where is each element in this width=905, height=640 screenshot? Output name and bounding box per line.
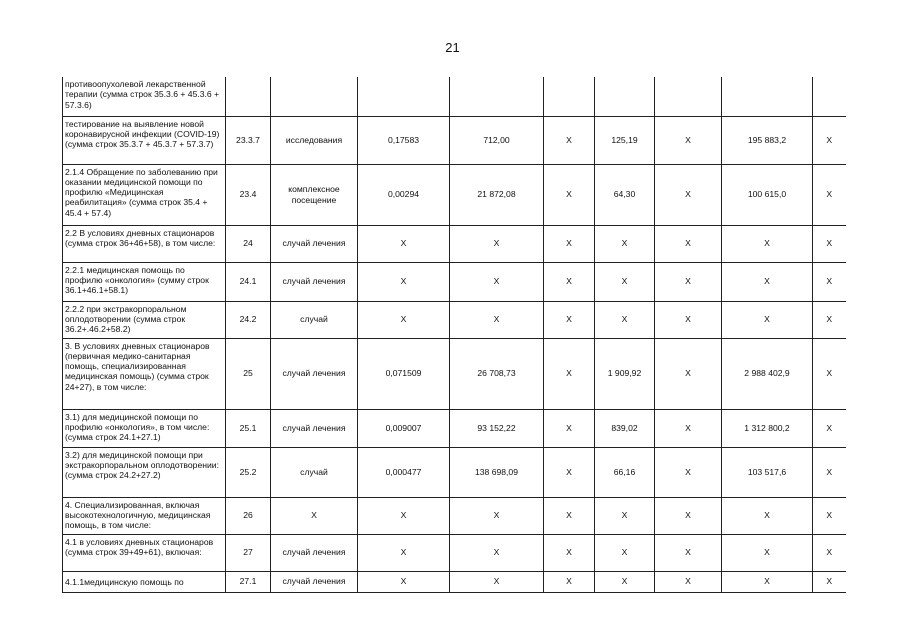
data-table xyxy=(62,77,846,593)
table-cell: X xyxy=(271,497,358,534)
table-cell: X xyxy=(813,497,846,534)
table-cell: X xyxy=(358,571,450,592)
table-cell: 24.2 xyxy=(226,301,271,338)
table-cell: X xyxy=(450,497,544,534)
table-cell: X xyxy=(813,571,846,592)
table-cell xyxy=(595,77,655,116)
table-cell: X xyxy=(595,534,655,571)
table-cell: X xyxy=(813,534,846,571)
table-cell: 1 909,92 xyxy=(595,338,655,409)
table-cell: случай лечения xyxy=(271,409,358,447)
table-cell: 27 xyxy=(226,534,271,571)
table-cell: 26 xyxy=(226,497,271,534)
row-name-cell: 2.1.4 Обращение по заболеванию при оказании медицинской помощи по профилю «Медицинская реабилитация» (сумма строк 35.4 + 45.4 + 57.4) xyxy=(63,164,226,225)
table-cell: 93 152,22 xyxy=(450,409,544,447)
table-cell: X xyxy=(722,225,813,262)
table-cell: 0,17583 xyxy=(358,116,450,164)
table-cell: X xyxy=(813,262,846,301)
table-cell: 0,009007 xyxy=(358,409,450,447)
table-row xyxy=(63,497,846,534)
table-cell: X xyxy=(655,497,722,534)
table-row xyxy=(63,534,846,571)
table-cell: X xyxy=(450,301,544,338)
table-cell: 26 708,73 xyxy=(450,338,544,409)
table-cell: X xyxy=(655,338,722,409)
table-cell: X xyxy=(655,571,722,592)
row-name-cell: тестирование на выявление новой коронавирусной инфекции (COVID-19) (сумма строк 35.3.7 + 45.3.7 + 57.3.7) xyxy=(63,116,226,164)
table-row xyxy=(63,571,846,592)
table-cell: X xyxy=(358,497,450,534)
table-cell: X xyxy=(813,164,846,225)
table-cell: X xyxy=(655,225,722,262)
table-cell: X xyxy=(544,534,595,571)
table-row xyxy=(63,447,846,497)
table-cell: X xyxy=(358,225,450,262)
table-cell: 125,19 xyxy=(595,116,655,164)
table-cell: 138 698,09 xyxy=(450,447,544,497)
table-cell: X xyxy=(544,409,595,447)
table-cell: X xyxy=(595,497,655,534)
row-name-cell: 3.2) для медицинской помощи при экстракорпоральном оплодотворении: (сумма строк 24.2+27.2) xyxy=(63,447,226,497)
table-cell: 2 988 402,9 xyxy=(722,338,813,409)
table-cell: случай лечения xyxy=(271,225,358,262)
table-cell: 0,00294 xyxy=(358,164,450,225)
table-cell: X xyxy=(655,534,722,571)
table-cell: X xyxy=(655,262,722,301)
table-cell: 27.1 xyxy=(226,571,271,592)
table-cell: X xyxy=(544,447,595,497)
table-cell: X xyxy=(813,225,846,262)
table-cell: 66,16 xyxy=(595,447,655,497)
table-cell: X xyxy=(655,164,722,225)
table-cell: X xyxy=(813,409,846,447)
table-cell xyxy=(722,77,813,116)
table-cell: 25.2 xyxy=(226,447,271,497)
row-name-cell: 4. Специализированная, включая высокотехнологичную, медицинская помощь, в том числе: xyxy=(63,497,226,534)
table-cell: 0,071509 xyxy=(358,338,450,409)
table-row xyxy=(63,262,846,301)
table-cell: X xyxy=(450,225,544,262)
table-cell: 712,00 xyxy=(450,116,544,164)
table-cell: 100 615,0 xyxy=(722,164,813,225)
table-cell: случай лечения xyxy=(271,534,358,571)
table-cell: X xyxy=(544,338,595,409)
table-cell: X xyxy=(544,571,595,592)
table-cell: X xyxy=(450,262,544,301)
table-row xyxy=(63,301,846,338)
row-name-cell: 3.1) для медицинской помощи по профилю «онкология», в том числе: (сумма строк 24.1+27.1) xyxy=(63,409,226,447)
table-cell: 25 xyxy=(226,338,271,409)
table-cell: X xyxy=(544,301,595,338)
table-cell xyxy=(544,77,595,116)
table-cell: X xyxy=(813,116,846,164)
table-cell: X xyxy=(595,571,655,592)
table-cell: X xyxy=(358,262,450,301)
table-cell xyxy=(271,77,358,116)
table-cell: X xyxy=(358,301,450,338)
table-row xyxy=(63,338,846,409)
table-cell: X xyxy=(595,301,655,338)
table-cell xyxy=(813,77,846,116)
table-row xyxy=(63,164,846,225)
table-cell: X xyxy=(595,225,655,262)
table-cell: X xyxy=(544,225,595,262)
table-cell: X xyxy=(655,409,722,447)
table-cell xyxy=(226,77,271,116)
table-cell: X xyxy=(722,571,813,592)
table-cell: X xyxy=(450,571,544,592)
table-cell: X xyxy=(813,301,846,338)
table-cell: комплексное посещение xyxy=(271,164,358,225)
table-cell: случай лечения xyxy=(271,571,358,592)
table-row xyxy=(63,116,846,164)
row-name-cell: 2.2 В условиях дневных стационаров (сумма строк 36+46+58), в том числе: xyxy=(63,225,226,262)
table-cell: X xyxy=(813,338,846,409)
row-name-cell: противоопухолевой лекарственной терапии (сумма строк 35.3.6 + 45.3.6 + 57.3.6) xyxy=(63,77,226,116)
table-cell: случай xyxy=(271,301,358,338)
table-cell: исследования xyxy=(271,116,358,164)
table-cell: X xyxy=(544,497,595,534)
row-name-cell: 3. В условиях дневных стационаров (первичная медико-санитарная помощь, специализированная медицинская помощь) (сумма строк 24+27), в том числе: xyxy=(63,338,226,409)
table-cell: X xyxy=(595,262,655,301)
table-cell: случай лечения xyxy=(271,262,358,301)
table-cell: 0,000477 xyxy=(358,447,450,497)
table-cell: 64,30 xyxy=(595,164,655,225)
table-cell: X xyxy=(722,262,813,301)
page-number: 21 xyxy=(445,40,460,55)
table-cell: 195 883,2 xyxy=(722,116,813,164)
table-cell: X xyxy=(358,534,450,571)
table-cell: X xyxy=(544,262,595,301)
table-cell xyxy=(450,77,544,116)
table-cell: 103 517,6 xyxy=(722,447,813,497)
row-name-cell: 4.1 в условиях дневных стационаров (сумма строк 39+49+61), включая: xyxy=(63,534,226,571)
table-cell: 23.4 xyxy=(226,164,271,225)
table-cell: 21 872,08 xyxy=(450,164,544,225)
table-cell: X xyxy=(722,497,813,534)
table-cell: 24.1 xyxy=(226,262,271,301)
table-cell: 1 312 800,2 xyxy=(722,409,813,447)
table-cell: X xyxy=(655,116,722,164)
row-name-cell: 2.2.1 медицинская помощь по профилю «онкология» (сумму строк 36.1+46.1+58.1) xyxy=(63,262,226,301)
table-cell: 839,02 xyxy=(595,409,655,447)
table-cell: X xyxy=(655,301,722,338)
table-cell: X xyxy=(655,447,722,497)
table-row xyxy=(63,77,846,116)
row-name-cell: 4.1.1медицинскую помощь по xyxy=(63,571,226,592)
table-row xyxy=(63,409,846,447)
table-cell: X xyxy=(813,447,846,497)
row-name-cell: 2.2.2 при экстракорпоральном оплодотворении (сумма строк 36.2+.46.2+58.2) xyxy=(63,301,226,338)
table-cell: X xyxy=(544,116,595,164)
table-cell xyxy=(655,77,722,116)
table-cell: случай xyxy=(271,447,358,497)
table-cell xyxy=(358,77,450,116)
table-cell: 23.3.7 xyxy=(226,116,271,164)
table-cell: случай лечения xyxy=(271,338,358,409)
table-cell: 24 xyxy=(226,225,271,262)
table-row xyxy=(63,225,846,262)
table-cell: 25.1 xyxy=(226,409,271,447)
table-cell: X xyxy=(450,534,544,571)
table-cell: X xyxy=(544,164,595,225)
table-cell: X xyxy=(722,534,813,571)
table-cell: X xyxy=(722,301,813,338)
